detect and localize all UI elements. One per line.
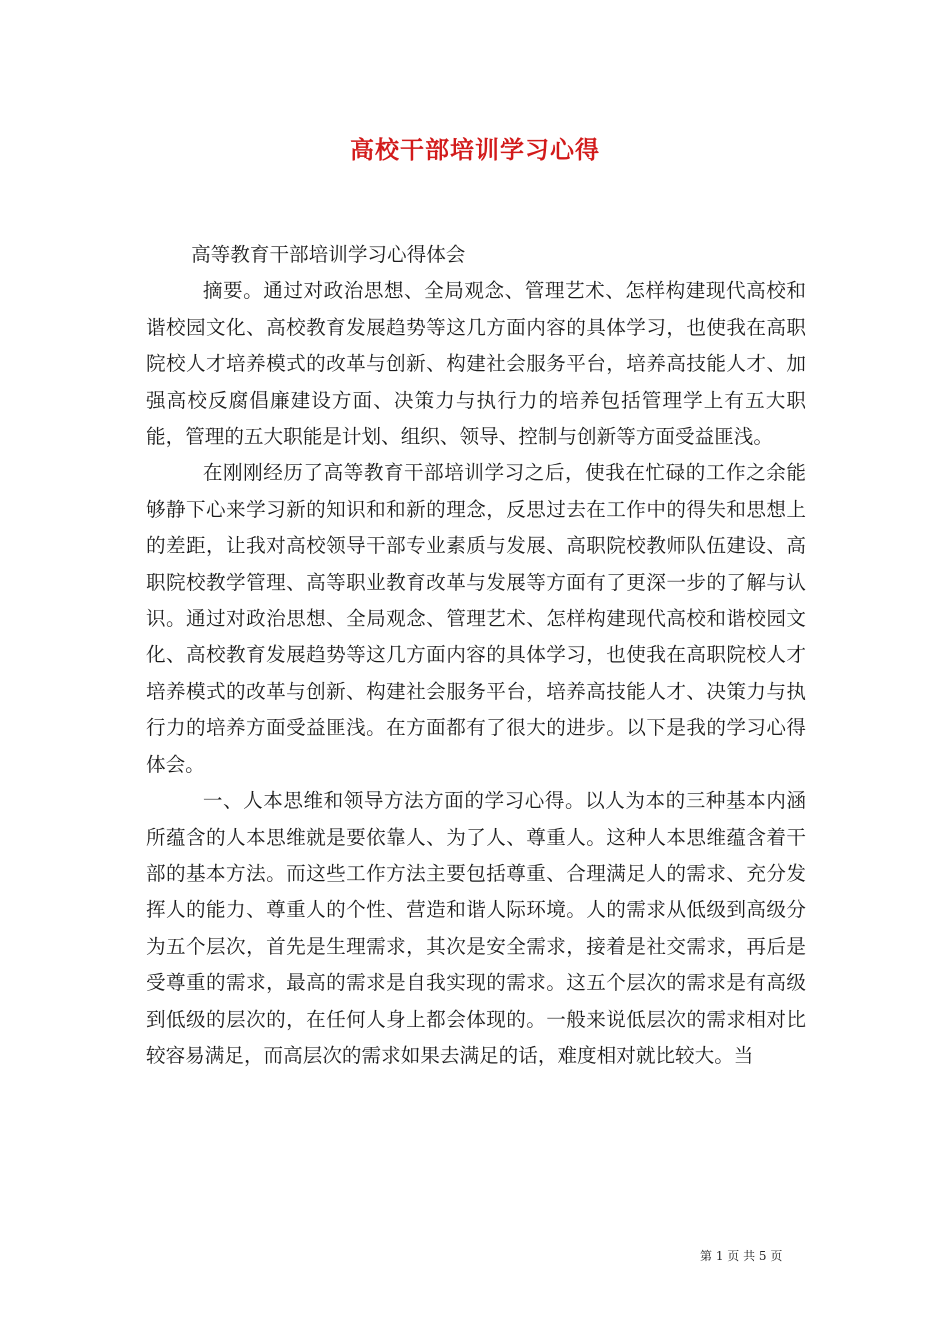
document-title: 高校干部培训学习心得 xyxy=(350,135,600,164)
page-number: 第 1 页 共 5 页 xyxy=(700,1249,783,1263)
document-body xyxy=(146,237,806,1074)
body-paragraph: 一、人本思维和领导方法方面的学习心得。以人为本的三种基本内涵所蕴含的人本思维就是要依靠人、为了人、尊重人。这种人本思维蕴含着干部的基本方法。而这些工作方法主要包括尊重、合理满足人的需求、充分发挥人的能力、尊重人的个性、营造和谐人际环境。人的需求从低级到高级分为五个层次，首先是生理需求，其次是安全需求，接着是社交需求，再后是受尊重的需求，最高的需求是自我实现的需求。这五个层次的需求是有高级到低级的层次的，在任何人身上都会体现的。一般来说低层次的需求相对比较容易满足，而高层次的需求如果去满足的话，难度相对就比较大。当 xyxy=(146,789,806,1067)
document-subtitle: 高等教育干部培训学习心得体会 xyxy=(191,243,466,266)
body-paragraph: 在刚刚经历了高等教育干部培训学习之后，使我在忙碌的工作之余能够静下心来学习新的知识和和新的理念，反思过去在工作中的得失和思想上的差距，让我对高校领导干部专业素质与发展、高职院校教师队伍建设、高职院校教学管理、高等职业教育改革与发展等方面有了更深一步的了解与认识。通过对政治思想、全局观念、管理艺术、怎样构建现代高校和谐校园文化、高校教育发展趋势等这几方面内容的具体学习，也使我在高职院校人才培养模式的改革与创新、构建社会服务平台，培养高技能人才、决策力与执行力的培养方面受益匪浅。在方面都有了很大的进步。以下是我的学习心得体会。 xyxy=(146,461,806,776)
abstract-paragraph: 摘要。通过对政治思想、全局观念、管理艺术、怎样构建现代高校和谐校园文化、高校教育发展趋势等这几方面内容的具体学习，也使我在高职院校人才培养模式的改革与创新、构建社会服务平台，培养高技能人才、加强高校反腐倡廉建设方面、决策力与执行力的培养包括管理学上有五大职能，管理的五大职能是计划、组织、领导、控制与创新等方面受益匪浅。 xyxy=(146,279,806,449)
